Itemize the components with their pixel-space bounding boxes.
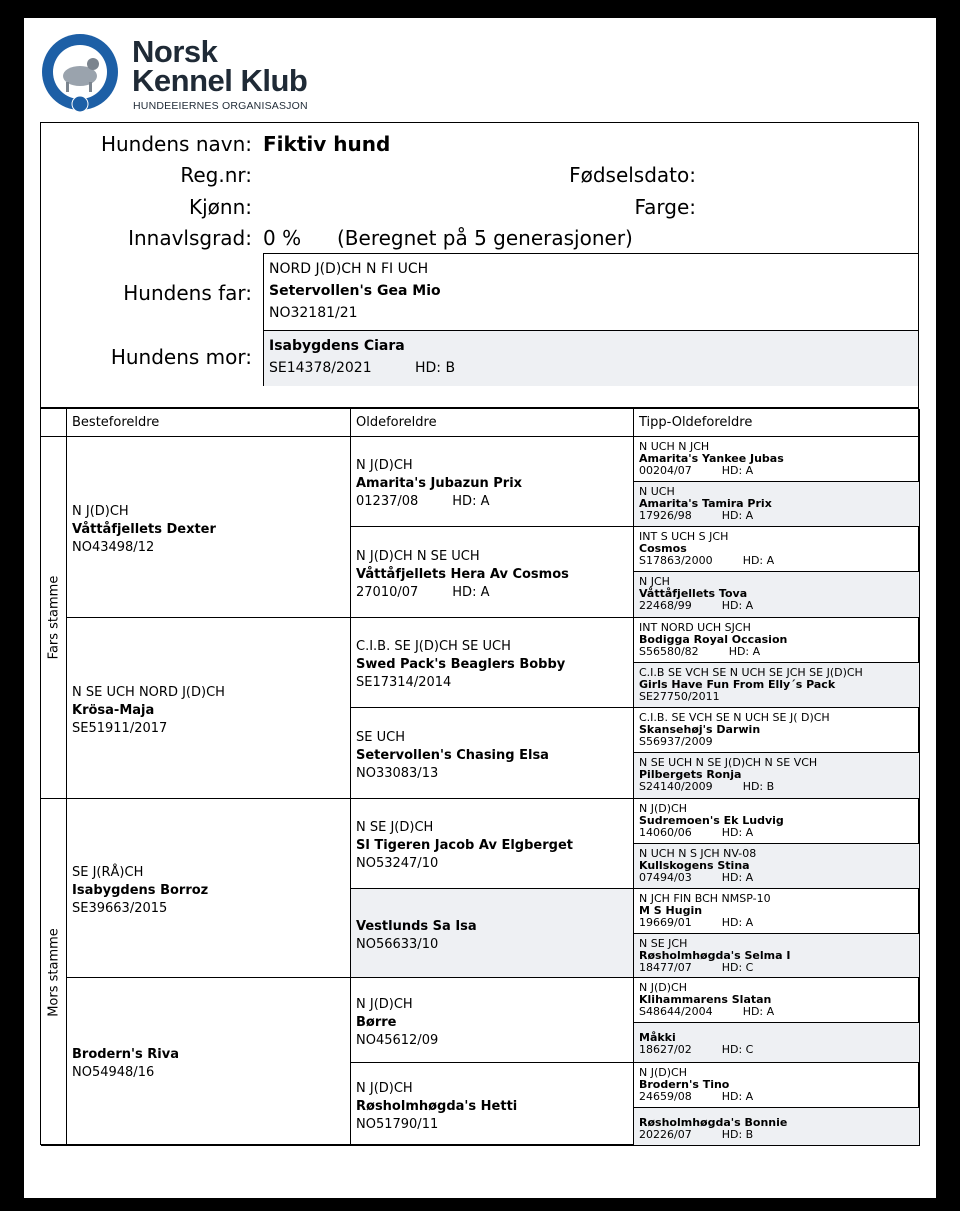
- grandparent-cell: [67, 437, 351, 618]
- header-corner: [41, 409, 67, 437]
- grandparent-reg: SE39663/2015: [72, 900, 168, 916]
- gg-grandparent-cell: [634, 978, 920, 1023]
- great-grandparent-titles: N SE J(D)CH: [356, 820, 434, 835]
- nkk-logo: [40, 32, 340, 122]
- gg-grandparent-name: Amarita's Tamira Prix: [639, 497, 772, 510]
- logo-subtitle: HUNDEEIERNES ORGANISASJON: [133, 100, 308, 112]
- hd-status: HD: B: [742, 780, 775, 793]
- great-grandparent-cell: [351, 618, 634, 708]
- column-header: Tipp-Oldeforeldre: [634, 409, 920, 437]
- grandparent-titles: SE J(RÅ)CH: [72, 864, 144, 880]
- gg-grandparent-cell: [634, 889, 920, 934]
- gg-grandparent-reg: 20226/07 HD: B: [639, 1128, 754, 1141]
- great-grandparent-reg: NO53247/10: [356, 856, 439, 871]
- gg-grandparent-reg: S56937/2009: [639, 735, 713, 748]
- great-grandparent-name: Sl Tigeren Jacob Av Elgberget: [356, 838, 573, 853]
- gg-grandparent-reg: S56580/82 HD: A: [639, 645, 761, 658]
- gg-grandparent-titles: N J(D)CH: [639, 1066, 687, 1079]
- gg-grandparent-cell: [634, 572, 920, 618]
- gg-grandparent-name: Måkki: [639, 1031, 676, 1044]
- great-grandparent-cell: [351, 889, 634, 978]
- hd-status: HD: C: [721, 961, 754, 974]
- gg-grandparent-titles: N J(D)CH: [639, 802, 687, 815]
- great-grandparent-cell: [351, 799, 634, 889]
- grandparent-cell: [67, 978, 351, 1146]
- hd-status: HD: A: [721, 916, 754, 929]
- gg-grandparent-reg: S48644/2004 HD: A: [639, 1005, 775, 1018]
- great-grandparent-reg: NO45612/09: [356, 1032, 439, 1048]
- fars-stamme-label: Fars stamme: [46, 575, 62, 660]
- great-grandparent-name: Amarita's Jubazun Prix: [356, 476, 523, 491]
- hd-status: HD: A: [728, 645, 761, 658]
- mother-reg: SE14378/2021: [269, 360, 372, 376]
- gg-grandparent-cell: [634, 482, 920, 527]
- parents-box: [263, 253, 919, 386]
- gg-grandparent-reg: 17926/98 HD: A: [639, 509, 754, 522]
- mother-box: [264, 331, 918, 386]
- gg-grandparent-titles: N J(D)CH: [639, 981, 687, 994]
- side-label-cell: [41, 437, 67, 799]
- grandparent-titles: N SE UCH NORD J(D)CH: [72, 684, 225, 700]
- pedigree-table: [40, 408, 919, 1145]
- gg-grandparent-cell: [634, 934, 920, 978]
- gg-grandparent-cell: [634, 799, 920, 844]
- hd-status: HD: A: [742, 554, 775, 567]
- gg-grandparent-reg: 18477/07 HD: C: [639, 961, 754, 974]
- great-grandparent-titles: SE UCH: [356, 729, 405, 745]
- gg-grandparent-name: Girls Have Fun From Elly´s Pack: [639, 678, 836, 691]
- father-box: [264, 254, 918, 331]
- gg-grandparent-cell: [634, 753, 920, 799]
- hd-status: HD: B: [721, 1128, 754, 1141]
- side-label-cell: [41, 799, 67, 1146]
- hd-status: HD: A: [721, 599, 754, 612]
- inbreeding-value: 0 %: [263, 226, 302, 250]
- hd-status: HD: A: [742, 1005, 775, 1018]
- hd-status: HD: A: [721, 826, 754, 839]
- gg-grandparent-reg: 19669/01 HD: A: [639, 916, 754, 929]
- gg-grandparent-reg: SE27750/2011: [639, 690, 720, 703]
- great-grandparent-name: Våttåfjellets Hera Av Cosmos: [356, 566, 569, 582]
- mother-hd: HD: B: [415, 360, 456, 376]
- great-grandparent-cell: [351, 437, 634, 527]
- gg-grandparent-name: Bodigga Royal Occasion: [639, 633, 788, 646]
- great-grandparent-name: Swed Pack's Beaglers Bobby: [356, 657, 566, 672]
- gg-grandparent-name: Pilbergets Ronja: [639, 768, 742, 781]
- gg-grandparent-cell: [634, 1063, 920, 1108]
- logo-norsk: Norsk: [132, 34, 218, 69]
- pedigree-sheet: [24, 18, 936, 1198]
- great-grandparent-cell: [351, 527, 634, 618]
- great-grandparent-titles: N J(D)CH: [356, 1080, 413, 1096]
- dog-header: [40, 122, 919, 408]
- great-grandparent-cell: [351, 708, 634, 799]
- hd-status: HD: A: [452, 494, 490, 509]
- gg-grandparent-titles: N JCH: [639, 575, 670, 588]
- father-label: Hundens far:: [123, 281, 252, 305]
- gg-grandparent-name: Amarita's Yankee Jubas: [639, 452, 784, 465]
- great-grandparent-titles: N J(D)CH: [356, 996, 413, 1012]
- great-grandparent-name: Setervollen's Chasing Elsa: [356, 747, 549, 763]
- hd-status: HD: C: [721, 1043, 754, 1056]
- nkk-seal-icon: [40, 32, 120, 116]
- great-grandparent-reg: NO51790/11: [356, 1116, 439, 1132]
- gg-grandparent-name: Sudremoen's Ek Ludvig: [639, 814, 784, 827]
- great-grandparent-cell: [351, 1063, 634, 1146]
- gg-grandparent-reg: 07494/03 HD: A: [639, 871, 754, 884]
- father-name: Setervollen's Gea Mio: [269, 283, 441, 299]
- gg-grandparent-cell: [634, 527, 920, 572]
- gg-grandparent-cell: [634, 708, 920, 753]
- mother-label: Hundens mor:: [110, 345, 252, 369]
- name-label: Hundens navn:: [100, 132, 252, 156]
- hd-status: HD: A: [721, 871, 754, 884]
- great-grandparent-cell: [351, 978, 634, 1063]
- gg-grandparent-name: Røsholmhøgda's Selma I: [639, 949, 791, 962]
- dog-name: Fiktiv hund: [263, 132, 391, 156]
- gg-grandparent-name: Klihammarens Slatan: [639, 993, 772, 1006]
- column-header: Oldeforeldre: [351, 409, 634, 437]
- reg-label: Reg.nr:: [180, 163, 252, 187]
- father-titles: NORD J(D)CH N FI UCH: [269, 261, 429, 277]
- gg-grandparent-titles: C.I.B. SE VCH SE N UCH SE J( D)CH: [639, 711, 830, 724]
- inbreeding-note: (Beregnet på 5 generasjoner): [337, 226, 633, 250]
- grandparent-name: Våttåfjellets Dexter: [72, 521, 216, 537]
- gg-grandparent-cell: [634, 1023, 920, 1063]
- gg-grandparent-cell: [634, 437, 920, 482]
- gg-grandparent-titles: INT S UCH S JCH: [639, 530, 729, 543]
- gg-grandparent-name: Kullskogens Stina: [639, 859, 750, 872]
- inbreeding-label: Innavlsgrad:: [128, 226, 252, 250]
- great-grandparent-reg: 01237/08 HD: A: [356, 494, 490, 509]
- gg-grandparent-name: Brodern's Tino: [639, 1078, 730, 1091]
- gg-grandparent-reg: 24659/08 HD: A: [639, 1090, 754, 1103]
- gg-grandparent-titles: N SE UCH N SE J(D)CH N SE VCH: [639, 756, 818, 769]
- gg-grandparent-reg: 22468/99 HD: A: [639, 599, 754, 612]
- gg-grandparent-titles: N JCH FIN BCH NMSP-10: [639, 892, 771, 905]
- hd-status: HD: A: [721, 464, 754, 477]
- mors-stamme-label: Mors stamme: [46, 927, 62, 1017]
- gg-grandparent-titles: N UCH N S JCH NV-08: [639, 847, 757, 860]
- grandparent-cell: [67, 799, 351, 978]
- gg-grandparent-titles: N UCH N JCH: [639, 440, 710, 453]
- great-grandparent-name: Vestlunds Sa Isa: [356, 918, 477, 934]
- gg-grandparent-reg: S17863/2000 HD: A: [639, 554, 775, 567]
- father-reg: NO32181/21: [269, 305, 358, 321]
- gg-grandparent-reg: S24140/2009 HD: B: [639, 780, 775, 793]
- great-grandparent-reg: NO56633/10: [356, 936, 439, 952]
- great-grandparent-reg: NO33083/13: [356, 765, 439, 781]
- gg-grandparent-titles: INT NORD UCH SJCH: [639, 621, 751, 634]
- gg-grandparent-cell: [634, 844, 920, 889]
- gg-grandparent-reg: 00204/07 HD: A: [639, 464, 754, 477]
- great-grandparent-titles: N J(D)CH: [356, 458, 413, 473]
- grandparent-titles: N J(D)CH: [72, 503, 129, 519]
- gg-grandparent-cell: [634, 618, 920, 663]
- grandparent-name: Krösa-Maja: [72, 702, 155, 718]
- logo-kennel-klub: Kennel Klub: [132, 63, 308, 98]
- gg-grandparent-name: Våttåfjellets Tova: [639, 587, 748, 600]
- hd-status: HD: A: [721, 509, 754, 522]
- great-grandparent-titles: N J(D)CH N SE UCH: [356, 548, 480, 564]
- great-grandparent-reg: SE17314/2014: [356, 675, 452, 690]
- hd-status: HD: A: [721, 1090, 754, 1103]
- great-grandparent-titles: C.I.B. SE J(D)CH SE UCH: [356, 639, 511, 654]
- great-grandparent-name: Røsholmhøgda's Hetti: [356, 1098, 518, 1114]
- gg-grandparent-titles: C.I.B SE VCH SE N UCH SE JCH SE J(D)CH: [639, 666, 863, 679]
- grandparent-cell: [67, 618, 351, 799]
- sex-label: Kjønn:: [189, 195, 252, 219]
- grandparent-name: Isabygdens Borroz: [72, 882, 209, 898]
- birth-label: Fødselsdato:: [569, 163, 696, 187]
- gg-grandparent-reg: 18627/02 HD: C: [639, 1043, 754, 1056]
- column-header: Besteforeldre: [67, 409, 351, 437]
- gg-grandparent-name: M S Hugin: [639, 904, 703, 917]
- gg-grandparent-name: Røsholmhøgda's Bonnie: [639, 1116, 788, 1129]
- gg-grandparent-reg: 14060/06 HD: A: [639, 826, 754, 839]
- gg-grandparent-name: Cosmos: [639, 542, 687, 555]
- grandparent-reg: NO43498/12: [72, 539, 155, 555]
- gg-grandparent-cell: [634, 1108, 920, 1146]
- great-grandparent-name: Børre: [356, 1014, 397, 1030]
- grandparent-name: Brodern's Riva: [72, 1047, 179, 1062]
- color-label: Farge:: [634, 195, 696, 219]
- mother-name: Isabygdens Ciara: [269, 338, 405, 354]
- grandparent-reg: NO54948/16: [72, 1065, 155, 1080]
- gg-grandparent-titles: N UCH: [639, 485, 675, 498]
- gg-grandparent-cell: [634, 663, 920, 708]
- grandparent-reg: SE51911/2017: [72, 720, 168, 736]
- gg-grandparent-titles: N SE JCH: [639, 937, 688, 950]
- great-grandparent-reg: 27010/07 HD: A: [356, 584, 490, 600]
- gg-grandparent-name: Skansehøj's Darwin: [639, 723, 761, 736]
- hd-status: HD: A: [452, 584, 490, 600]
